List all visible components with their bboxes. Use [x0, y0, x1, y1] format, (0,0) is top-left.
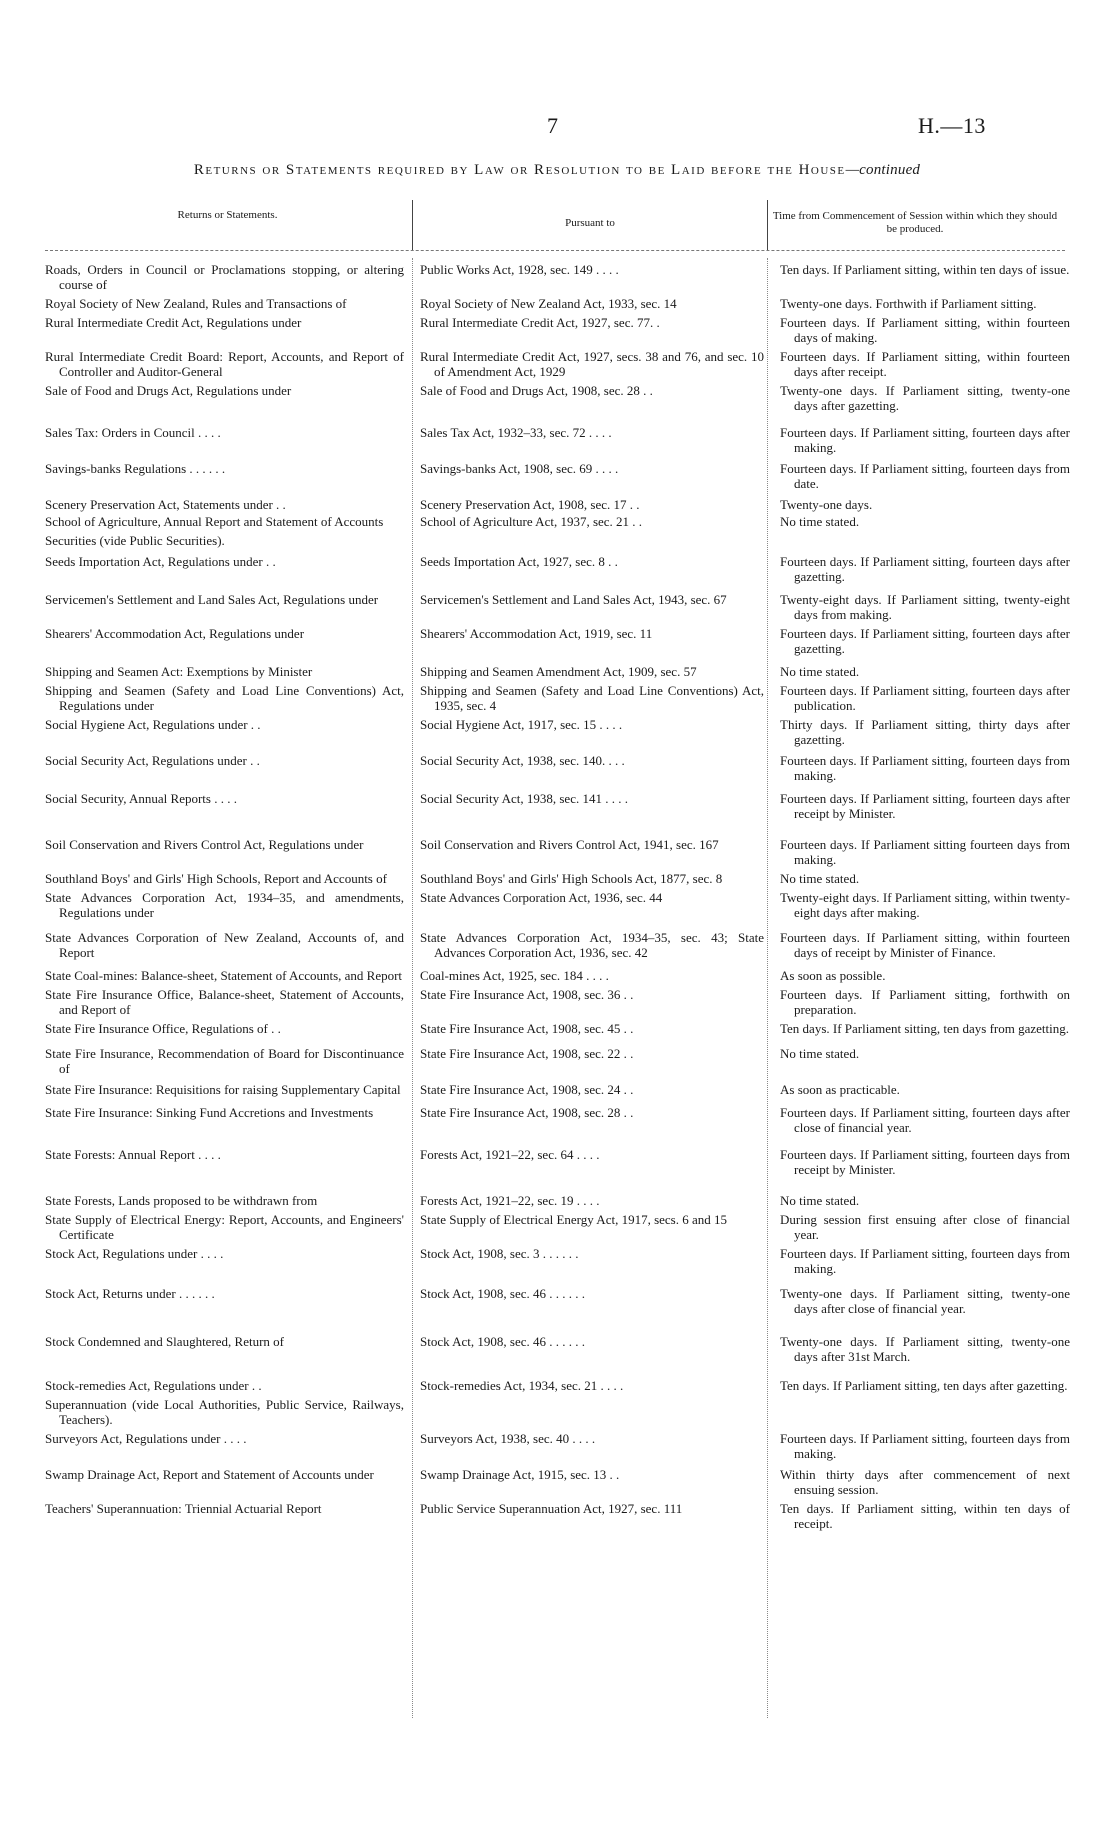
- statement-cell: State Advances Corporation Act, 1934–35, and amendments, Regulations under: [45, 890, 404, 920]
- statement-cell: State Forests: Annual Report . . . .: [45, 1147, 221, 1162]
- column-header-statements: Returns or Statements.: [177, 208, 278, 221]
- pursuant-cell: State Fire Insurance Act, 1908, sec. 45 . .: [420, 1021, 634, 1036]
- table-row: [0, 717, 1114, 747]
- pursuant-cell: State Fire Insurance Act, 1908, sec. 24 . .: [420, 1082, 634, 1097]
- statement-cell: Shearers' Accommodation Act, Regulations under: [45, 626, 305, 641]
- time-cell: No time stated.: [780, 1046, 860, 1061]
- pursuant-cell: Sales Tax Act, 1932–33, sec. 72 . . . .: [420, 425, 612, 440]
- pursuant-cell: Stock-remedies Act, 1934, sec. 21 . . . .: [420, 1378, 624, 1393]
- statement-cell: Surveyors Act, Regulations under . . . .: [45, 1431, 247, 1446]
- time-cell: Fourteen days. If Parliament sitting, fourteen days after gazetting.: [780, 626, 1070, 656]
- statement-cell: State Fire Insurance: Requisitions for raising Supplementary Capital: [45, 1082, 401, 1097]
- pursuant-cell: Scenery Preservation Act, 1908, sec. 17 . .: [420, 497, 640, 512]
- time-cell: Fourteen days. If Parliament sitting, within fourteen days of receipt by Minister of Finance.: [780, 930, 1070, 960]
- statement-cell: State Supply of Electrical Energy: Report, Accounts, and Engineers' Certificate: [45, 1212, 404, 1242]
- time-cell: Fourteen days. If Parliament sitting, fourteen days after gazetting.: [780, 554, 1070, 584]
- pursuant-cell: Rural Intermediate Credit Act, 1927, secs. 38 and 76, and sec. 10 of Amendment Act, 1929: [420, 349, 764, 379]
- pursuant-cell: Shipping and Seamen (Safety and Load Line Conventions) Act, 1935, sec. 4: [420, 683, 764, 713]
- time-cell: Twenty-one days. If Parliament sitting, twenty-one days after gazetting.: [780, 383, 1070, 413]
- pursuant-cell: State Supply of Electrical Energy Act, 1917, secs. 6 and 15: [420, 1212, 727, 1227]
- statement-cell: Social Security Act, Regulations under . .: [45, 753, 260, 768]
- header-rule: [45, 250, 1065, 251]
- time-cell: As soon as possible.: [780, 968, 886, 983]
- column-divider-1: [412, 200, 413, 250]
- table-row: [0, 871, 1114, 886]
- table-row: [0, 554, 1114, 584]
- table-row: [0, 461, 1114, 491]
- table-row: [0, 1397, 1114, 1427]
- time-cell: Twenty-one days. If Parliament sitting, twenty-one days after 31st March.: [780, 1334, 1070, 1364]
- table-row: [0, 592, 1114, 622]
- pursuant-cell: Seeds Importation Act, 1927, sec. 8 . .: [420, 554, 618, 569]
- time-cell: Fourteen days. If Parliament sitting, fourteen days after close of financial year.: [780, 1105, 1070, 1135]
- time-cell: No time stated.: [780, 514, 860, 529]
- time-cell: Thirty days. If Parliament sitting, thirty days after gazetting.: [780, 717, 1070, 747]
- statement-cell: State Fire Insurance Office, Regulations of . .: [45, 1021, 281, 1036]
- table-row: [0, 1467, 1114, 1497]
- statement-cell: Savings-banks Regulations . . . . . .: [45, 461, 226, 476]
- statement-cell: State Forests, Lands proposed to be withdrawn from: [45, 1193, 318, 1208]
- pursuant-cell: Forests Act, 1921–22, sec. 64 . . . .: [420, 1147, 600, 1162]
- pursuant-cell: Shearers' Accommodation Act, 1919, sec. 11: [420, 626, 653, 641]
- pursuant-cell: State Fire Insurance Act, 1908, sec. 36 . .: [420, 987, 634, 1002]
- statement-cell: State Fire Insurance, Recommendation of Board for Discontinuance of: [45, 1046, 404, 1076]
- statement-cell: Sales Tax: Orders in Council . . . .: [45, 425, 221, 440]
- pursuant-cell: State Advances Corporation Act, 1934–35, sec. 43; State Advances Corporation Act, 1936, sec. 42: [420, 930, 764, 960]
- table-row: [0, 1193, 1114, 1208]
- table-row: [0, 837, 1114, 867]
- pursuant-cell: [420, 1397, 770, 1427]
- table-row: [0, 930, 1114, 960]
- table-row: [0, 791, 1114, 821]
- pursuant-cell: Servicemen's Settlement and Land Sales Act, 1943, sec. 67: [420, 592, 727, 607]
- time-cell: Ten days. If Parliament sitting, within ten days of issue.: [780, 262, 1070, 277]
- statement-cell: School of Agriculture, Annual Report and Statement of Accounts: [45, 514, 384, 529]
- pursuant-cell: Stock Act, 1908, sec. 46 . . . . . .: [420, 1286, 586, 1301]
- table-row: [0, 1286, 1114, 1316]
- pursuant-cell: Soil Conservation and Rivers Control Act, 1941, sec. 167: [420, 837, 719, 852]
- statement-cell: Teachers' Superannuation: Triennial Actuarial Report: [45, 1501, 322, 1516]
- time-cell: Fourteen days. If Parliament sitting, within fourteen days of making.: [780, 315, 1070, 345]
- table-row: [0, 349, 1114, 379]
- statement-cell: Shipping and Seamen Act: Exemptions by Minister: [45, 664, 313, 679]
- time-cell: Ten days. If Parliament sitting, within ten days of receipt.: [780, 1501, 1070, 1531]
- pursuant-cell: Royal Society of New Zealand Act, 1933, sec. 14: [420, 296, 677, 311]
- table-row: [0, 1378, 1114, 1393]
- table-row: [0, 296, 1114, 311]
- time-cell: Fourteen days. If Parliament sitting, within fourteen days after receipt.: [780, 349, 1070, 379]
- statement-cell: Roads, Orders in Council or Proclamations stopping, or altering course of: [45, 262, 404, 292]
- pursuant-cell: Public Service Superannuation Act, 1927, sec. 111: [420, 1501, 683, 1516]
- time-cell: No time stated.: [780, 871, 860, 886]
- table-row: [0, 664, 1114, 679]
- pursuant-cell: Surveyors Act, 1938, sec. 40 . . . .: [420, 1431, 596, 1446]
- time-cell: Fourteen days. If Parliament sitting, fourteen days from making.: [780, 1246, 1070, 1276]
- statement-cell: Soil Conservation and Rivers Control Act, Regulations under: [45, 837, 364, 852]
- table-row: [0, 626, 1114, 656]
- time-cell: Fourteen days. If Parliament sitting, fourteen days from making.: [780, 753, 1070, 783]
- time-cell: Fourteen days. If Parliament sitting fourteen days from making.: [780, 837, 1070, 867]
- pursuant-cell: Stock Act, 1908, sec. 46 . . . . . .: [420, 1334, 586, 1349]
- pursuant-cell: State Fire Insurance Act, 1908, sec. 22 . .: [420, 1046, 634, 1061]
- pursuant-cell: Southland Boys' and Girls' High Schools Act, 1877, sec. 8: [420, 871, 723, 886]
- column-divider-2: [767, 200, 768, 250]
- time-cell: Fourteen days. If Parliament sitting, fourteen days from receipt by Minister.: [780, 1147, 1070, 1177]
- table-row: [0, 1082, 1114, 1097]
- table-row: [0, 315, 1114, 345]
- paper-reference: H.—13: [918, 113, 986, 138]
- statement-cell: Social Hygiene Act, Regulations under . .: [45, 717, 261, 732]
- pursuant-cell: Stock Act, 1908, sec. 3 . . . . . .: [420, 1246, 579, 1261]
- pursuant-cell: Forests Act, 1921–22, sec. 19 . . . .: [420, 1193, 600, 1208]
- statement-cell: State Fire Insurance: Sinking Fund Accretions and Investments: [45, 1105, 374, 1120]
- table-row: [0, 1046, 1114, 1076]
- time-cell: Fourteen days. If Parliament sitting, fourteen days after making.: [780, 425, 1070, 455]
- statement-cell: Rural Intermediate Credit Act, Regulations under: [45, 315, 302, 330]
- table-row: [0, 1147, 1114, 1177]
- time-cell: [780, 1397, 1070, 1427]
- statement-cell: Superannuation (vide Local Authorities, Public Service, Railways, Teachers).: [45, 1397, 404, 1427]
- pursuant-cell: Swamp Drainage Act, 1915, sec. 13 . .: [420, 1467, 620, 1482]
- table-row: [0, 1501, 1114, 1531]
- column-header-time: Time from Commencement of Session within which they should be produced.: [772, 210, 1058, 235]
- table-row: [0, 1212, 1114, 1242]
- pursuant-cell: Social Security Act, 1938, sec. 140. . . .: [420, 753, 625, 768]
- table-row: [0, 383, 1114, 413]
- pursuant-cell: State Fire Insurance Act, 1908, sec. 28 . .: [420, 1105, 634, 1120]
- time-cell: Ten days. If Parliament sitting, ten days from gazetting.: [780, 1021, 1069, 1036]
- time-cell: Twenty-one days. If Parliament sitting, twenty-one days after close of financial year.: [780, 1286, 1070, 1316]
- statement-cell: Securities (vide Public Securities).: [45, 533, 225, 548]
- time-cell: [780, 533, 1070, 548]
- time-cell: Fourteen days. If Parliament sitting, fourteen days from making.: [780, 1431, 1070, 1461]
- table-row: [0, 514, 1114, 529]
- table-row: [0, 890, 1114, 920]
- table-row: [0, 987, 1114, 1017]
- statement-cell: Stock Condemned and Slaughtered, Return of: [45, 1334, 285, 1349]
- pursuant-cell: Public Works Act, 1928, sec. 149 . . . .: [420, 262, 619, 277]
- time-cell: Twenty-eight days. If Parliament sitting, within twenty-eight days after making.: [780, 890, 1070, 920]
- time-cell: Twenty-eight days. If Parliament sitting, twenty-eight days from making.: [780, 592, 1070, 622]
- time-cell: Fourteen days. If Parliament sitting, fourteen days after publication.: [780, 683, 1070, 713]
- pursuant-cell: [420, 533, 770, 548]
- pursuant-cell: Rural Intermediate Credit Act, 1927, sec. 77. .: [420, 315, 660, 330]
- statement-cell: State Fire Insurance Office, Balance-sheet, Statement of Accounts, and Report of: [45, 987, 404, 1017]
- table-row: [0, 753, 1114, 783]
- statement-cell: Shipping and Seamen (Safety and Load Line Conventions) Act, Regulations under: [45, 683, 404, 713]
- statement-cell: Scenery Preservation Act, Statements under . .: [45, 497, 286, 512]
- statement-cell: Seeds Importation Act, Regulations under . .: [45, 554, 276, 569]
- time-cell: No time stated.: [780, 1193, 860, 1208]
- statement-cell: Stock Act, Regulations under . . . .: [45, 1246, 224, 1261]
- pursuant-cell: Social Security Act, 1938, sec. 141 . . . .: [420, 791, 628, 806]
- column-header-pursuant: Pursuant to: [565, 216, 615, 229]
- pursuant-cell: State Advances Corporation Act, 1936, sec. 44: [420, 890, 663, 905]
- pursuant-cell: Sale of Food and Drugs Act, 1908, sec. 28 . .: [420, 383, 653, 398]
- returns-table: [0, 262, 1114, 1535]
- time-cell: During session first ensuing after close of financial year.: [780, 1212, 1070, 1242]
- pursuant-cell: Shipping and Seamen Amendment Act, 1909, sec. 57: [420, 664, 697, 679]
- time-cell: Fourteen days. If Parliament sitting, fourteen days after receipt by Minister.: [780, 791, 1070, 821]
- pursuant-cell: Savings-banks Act, 1908, sec. 69 . . . .: [420, 461, 619, 476]
- pursuant-cell: Coal-mines Act, 1925, sec. 184 . . . .: [420, 968, 609, 983]
- table-row: [0, 1021, 1114, 1036]
- statement-cell: Sale of Food and Drugs Act, Regulations under: [45, 383, 292, 398]
- time-cell: Twenty-one days. Forthwith if Parliament sitting.: [780, 296, 1037, 311]
- statement-cell: Stock Act, Returns under . . . . . .: [45, 1286, 215, 1301]
- statement-cell: Social Security, Annual Reports . . . .: [45, 791, 237, 806]
- table-row: [0, 533, 1114, 548]
- time-cell: As soon as practicable.: [780, 1082, 900, 1097]
- pursuant-cell: Social Hygiene Act, 1917, sec. 15 . . . .: [420, 717, 623, 732]
- pursuant-cell: School of Agriculture Act, 1937, sec. 21 . .: [420, 514, 643, 529]
- statement-cell: Stock-remedies Act, Regulations under . .: [45, 1378, 262, 1393]
- statement-cell: State Advances Corporation of New Zealand, Accounts of, and Report: [45, 930, 404, 960]
- table-row: [0, 262, 1114, 292]
- table-row: [0, 968, 1114, 983]
- heading-continued: —continued: [845, 162, 921, 178]
- statement-cell: Servicemen's Settlement and Land Sales Act, Regulations under: [45, 592, 379, 607]
- time-cell: Fourteen days. If Parliament sitting, forthwith on preparation.: [780, 987, 1070, 1017]
- heading-text: Returns or Statements required by Law or Resolution to be Laid before the House: [193, 162, 846, 178]
- time-cell: No time stated.: [780, 664, 860, 679]
- table-row: [0, 1105, 1114, 1135]
- table-row: [0, 1334, 1114, 1364]
- time-cell: Ten days. If Parliament sitting, ten days after gazetting.: [780, 1378, 1068, 1393]
- page-number: 7: [547, 113, 558, 138]
- table-row: [0, 1431, 1114, 1461]
- table-row: [0, 683, 1114, 713]
- statement-cell: Swamp Drainage Act, Report and Statement of Accounts under: [45, 1467, 374, 1482]
- statement-cell: State Coal-mines: Balance-sheet, Statement of Accounts, and Report: [45, 968, 403, 983]
- statement-cell: Rural Intermediate Credit Board: Report, Accounts, and Report of Controller and Auditor-General: [45, 349, 404, 379]
- table-row: [0, 1246, 1114, 1276]
- statement-cell: Royal Society of New Zealand, Rules and Transactions of: [45, 296, 347, 311]
- time-cell: Within thirty days after commencement of next ensuing session.: [780, 1467, 1070, 1497]
- statement-cell: Southland Boys' and Girls' High Schools, Report and Accounts of: [45, 871, 387, 886]
- time-cell: Twenty-one days.: [780, 497, 873, 512]
- time-cell: Fourteen days. If Parliament sitting, fourteen days from date.: [780, 461, 1070, 491]
- table-row: [0, 497, 1114, 512]
- page-heading: [0, 162, 1114, 179]
- table-row: [0, 425, 1114, 455]
